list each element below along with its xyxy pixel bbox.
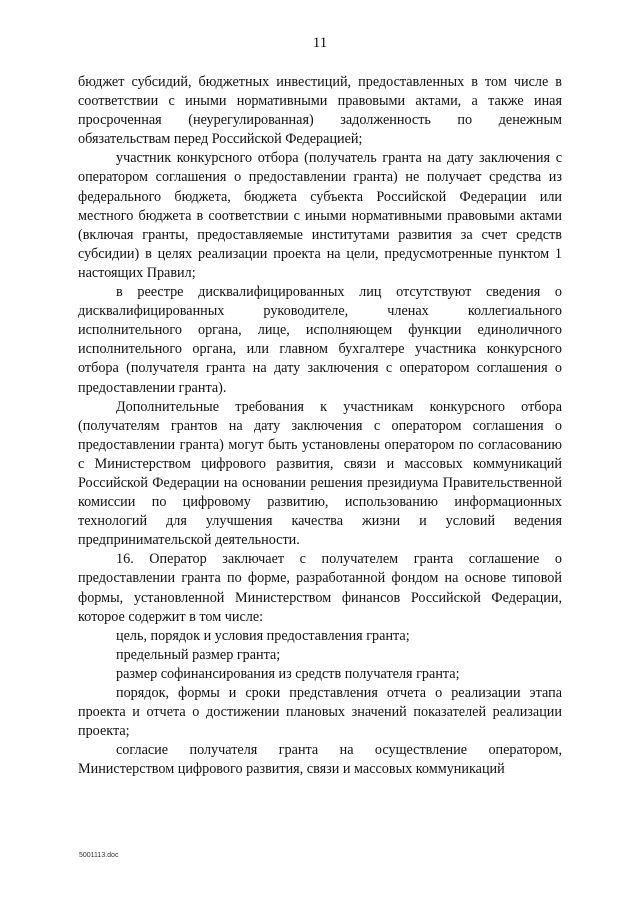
page-number: 11 — [312, 35, 328, 51]
paragraph: бюджет субсидий, бюджетных инвестиций, предоставленных в том числе в соответствии с иными нормативными правовыми актами, а также иная просроченная (неурегулированная) задолженность по денежным обязательствам перед Российской Федерацией; — [78, 74, 562, 148]
paragraph: предельный размер гранта; — [116, 646, 281, 663]
paragraph: размер софинансирования из средств получателя гранта; — [116, 665, 460, 682]
footer-file-name: 5001113.doc — [79, 852, 119, 859]
document-body — [78, 73, 562, 779]
paragraph: 16. Оператор заключает с получателем гранта соглашение о предоставлении гранта по форме, разработанной фондом на основе типовой формы, установленной Министерством финансов Российской Федерации, которое содержит в том числе: — [78, 551, 562, 625]
paragraph: Дополнительные требования к участникам конкурсного отбора (получателям грантов на дату заключения с оператором соглашения о предоставлении гранта) могут быть установлены оператором по согласованию с Министерством цифрового развития, связи и массовых коммуникаций Российской Федерации на основании решения президиума Правительственной комиссии по цифровому развитию, использованию информационных технологий для улучшения качества жизни и условий ведения предпринимательской деятельности. — [78, 398, 562, 549]
paragraph: в реестре дисквалифицированных лиц отсутствуют сведения о дисквалифицированных руководителе, членах коллегиального исполнительного органа, лице, исполняющем функции единоличного исполнительного органа, или главном бухгалтере участника конкурсного отбора (получателя гранта на дату заключения с оператором соглашения о предоставлении гранта). — [78, 284, 562, 396]
paragraph: согласие получателя гранта на осуществление оператором, Министерством цифрового развития, связи и массовых коммуникаций — [78, 742, 562, 778]
paragraph: цель, порядок и условия предоставления гранта; — [116, 627, 410, 644]
paragraph: порядок, формы и сроки представления отчета о реализации этапа проекта и отчета о достижении плановых значений показателей реализации проекта; — [78, 685, 562, 740]
paragraph: участник конкурсного отбора (получатель гранта на дату заключения с оператором соглашения о предоставлении гранта) не получает средства из федерального бюджета, бюджета субъекта Российской Федерации или местного бюджета в соответствии с иными нормативными правовыми актами (включая гранты, предоставляемые институтами развития за счет средств субсидии) в целях реализации проекта на цели, предусмотренные пунктом 1 настоящих Правил; — [78, 150, 562, 281]
